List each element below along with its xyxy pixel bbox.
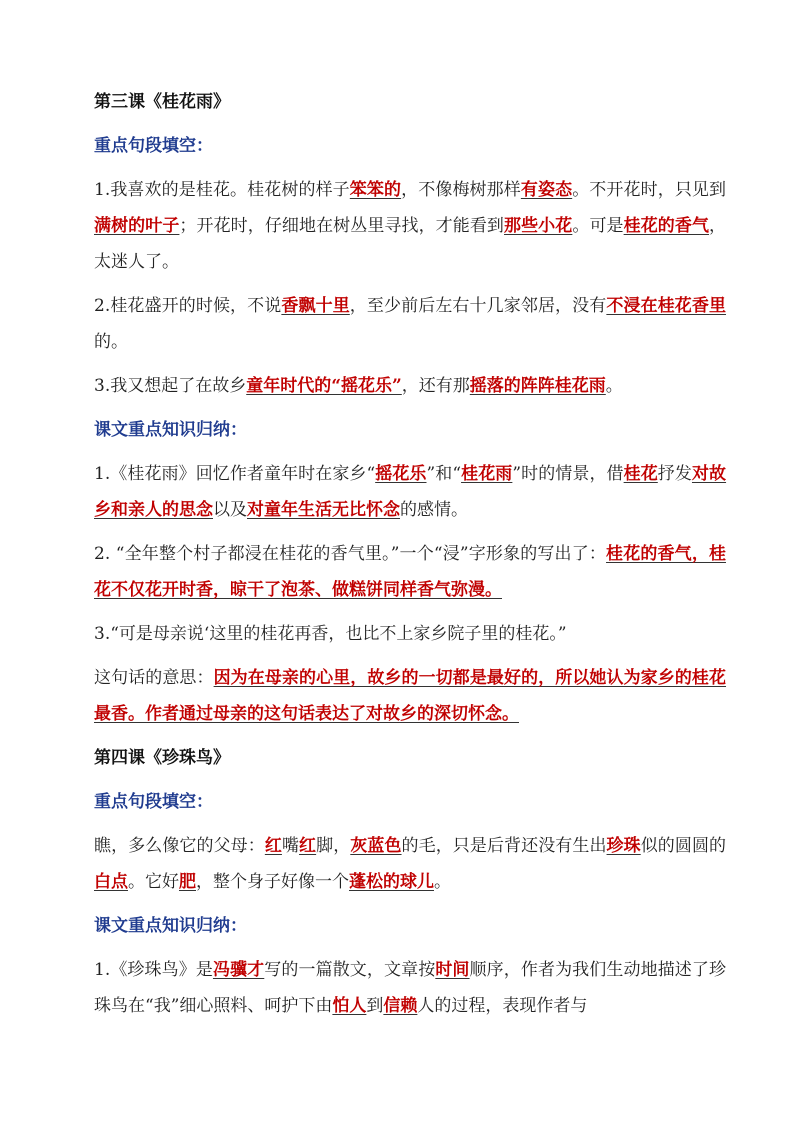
- text-segment: 课文重点知识归纳：: [94, 916, 247, 936]
- text-segment: 嘴: [281, 836, 300, 856]
- answer-text: 桂花雨: [461, 464, 513, 484]
- section-heading: [94, 908, 726, 944]
- answer-text: 笨笨的: [349, 180, 402, 200]
- text-segment: 瞧，多么像它的父母：: [94, 836, 265, 856]
- answer-text: 白点: [94, 872, 128, 892]
- text-segment: 的。: [94, 332, 128, 352]
- text-segment: ”和“: [426, 464, 462, 484]
- answer-text: 信赖: [383, 996, 418, 1016]
- lesson-title: [94, 84, 726, 120]
- paragraph: [94, 660, 726, 732]
- text-segment: ，太迷人了。: [94, 216, 727, 272]
- text-segment: 2.桂花盛开的时候，不说: [94, 296, 282, 316]
- paragraph: [94, 536, 726, 608]
- text-segment: ，不像梅树那样: [401, 180, 521, 200]
- paragraph: [94, 368, 726, 404]
- text-segment: 3.我又想起了在故乡: [94, 376, 247, 396]
- text-segment: 的感情。: [400, 500, 468, 520]
- document-content: [94, 84, 726, 1024]
- text-segment: 课文重点知识归纳：: [94, 420, 247, 440]
- answer-text: 肥: [179, 872, 196, 892]
- text-segment: 顺序，作者为我们生动地描述了珍珠鸟在“我”细心照料、呵护下由: [94, 960, 727, 1016]
- answer-text: 摇落的阵阵桂花雨: [469, 376, 606, 396]
- text-segment: 1.我喜欢的是桂花。桂花树的样子: [94, 180, 350, 200]
- answer-text: 对故乡和亲人的思念: [94, 464, 727, 520]
- text-segment: 3.“可是母亲说‘这里的桂花再香，也比不上家乡院子里的桂花。”: [94, 624, 567, 644]
- text-segment: ，至少前后左右十几家邻居，没有: [349, 296, 607, 316]
- text-segment: 以及: [213, 500, 247, 520]
- section-heading: [94, 128, 726, 164]
- answer-text: 冯骥才: [212, 960, 265, 980]
- answer-text: 灰蓝色: [350, 836, 402, 856]
- text-segment: 1.《桂花雨》回忆作者童年时在家乡“: [94, 464, 376, 484]
- text-segment: 。可是: [572, 216, 624, 236]
- text-segment: 到: [366, 996, 384, 1016]
- text-segment: ，还有那: [401, 376, 470, 396]
- answer-text: 童年时代的“摇花乐”: [246, 376, 402, 396]
- answer-text: 满树的叶子: [94, 216, 180, 236]
- answer-text: 有姿态: [520, 180, 573, 200]
- text-segment: 。: [605, 376, 623, 396]
- answer-text: 蓬松的球儿: [349, 872, 434, 892]
- answer-text: 珍珠: [606, 836, 641, 856]
- answer-text: 桂花的香气: [623, 216, 710, 236]
- text-segment: 这句话的意思：: [94, 668, 214, 688]
- answer-text: 香飘十里: [281, 296, 350, 316]
- answer-text: 时间: [435, 960, 470, 980]
- text-segment: 重点句段填空：: [94, 792, 213, 812]
- answer-text: 桂花: [623, 464, 658, 484]
- text-segment: 抒发: [657, 464, 692, 484]
- paragraph: [94, 172, 726, 280]
- text-segment: ，整个身子好像一个: [196, 872, 349, 892]
- paragraph: [94, 952, 726, 1024]
- text-segment: 。它好: [128, 872, 179, 892]
- answer-text: 怕人: [332, 996, 367, 1016]
- text-segment: 人的过程，表现作者与: [417, 996, 588, 1016]
- section-heading: [94, 412, 726, 448]
- paragraph: [94, 456, 726, 528]
- paragraph: [94, 828, 726, 900]
- answer-text: 那些小花: [504, 216, 573, 236]
- text-segment: ”时的情景，借: [512, 464, 624, 484]
- text-segment: ；开花时，仔细地在树丛里寻找，才能看到: [179, 216, 505, 236]
- answer-text: 因为在母亲的心里，故乡的一切都是最好的，所以她认为家乡的桂花最香。作者通过母亲的这句话表达了对故乡的深切怀念。: [94, 668, 727, 724]
- text-segment: 第三课《桂花雨》: [94, 92, 230, 112]
- lesson-title: [94, 740, 726, 776]
- text-segment: 写的一篇散文，文章按: [264, 960, 436, 980]
- answer-text: 红: [299, 836, 317, 856]
- text-segment: 似的圆圆的: [640, 836, 727, 856]
- answer-text: 桂花的香气，桂花不仅花开时香，晾干了泡茶、做糕饼同样香气弥漫。: [94, 544, 726, 600]
- text-segment: 。不开花时，只见到: [572, 180, 727, 200]
- answer-text: 摇花乐: [375, 464, 427, 484]
- paragraph: [94, 288, 726, 360]
- paragraph: [94, 616, 726, 652]
- answer-text: 对童年生活无比怀念: [247, 500, 400, 520]
- text-segment: 重点句段填空：: [94, 136, 213, 156]
- text-segment: 的毛，只是后背还没有生出: [401, 836, 607, 856]
- text-segment: 。: [434, 872, 451, 892]
- answer-text: 不浸在桂花香里: [606, 296, 727, 316]
- text-segment: 第四课《珍珠鸟》: [94, 748, 230, 768]
- section-heading: [94, 784, 726, 820]
- text-segment: 2. “全年整个村子都浸在桂花的香气里。”一个“浸”字形象的写出了：: [94, 544, 607, 564]
- text-segment: 1.《珍珠鸟》是: [94, 960, 213, 980]
- text-segment: 脚，: [316, 836, 351, 856]
- answer-text: 红: [264, 836, 282, 856]
